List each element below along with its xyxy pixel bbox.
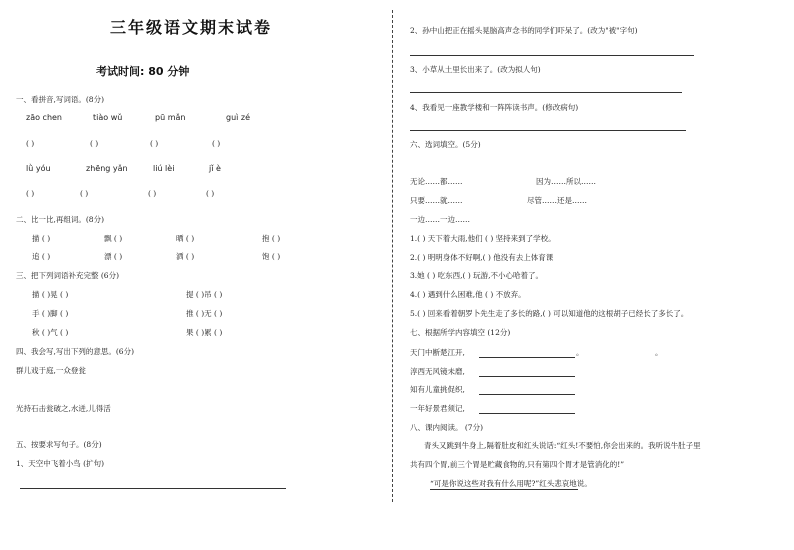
pinyin-6: zhēng yǎn: [86, 164, 128, 173]
answer-blank[interactable]: ( ): [206, 189, 215, 198]
word-pair: 只要……就……: [410, 196, 463, 205]
pinyin-5: lǜ yóu: [26, 164, 51, 173]
q1-heading: 一、看拼音,写词语。(8分): [16, 95, 105, 104]
word-item: 抱 ( ): [262, 234, 281, 243]
idiom-item: 提 ( )吊 ( ): [186, 290, 223, 299]
word-pair: 因为……所以……: [536, 177, 596, 186]
answer-line[interactable]: [479, 413, 575, 414]
answer-blank[interactable]: ( ): [26, 189, 35, 198]
q5-item4: 4、我看见一座教学楼和一阵阵读书声。(修改病句): [410, 103, 579, 112]
q6-sentence-5: 5.( ) 回来看着朝罗卜先生走了多长的路,( ) 可以知道他的这根胡子已经长了多长了。: [410, 309, 689, 318]
answer-line[interactable]: [479, 376, 575, 377]
q6-sentence-4: 4.( ) 遇到什么困难,他 ( ) 不放弃。: [410, 290, 526, 299]
word-item: 飘 ( ): [104, 234, 123, 243]
answer-line[interactable]: [410, 55, 694, 56]
answer-blank[interactable]: ( ): [80, 189, 89, 198]
pinyin-4: guì zé: [226, 113, 251, 122]
q5-item3: 3、小草从土里长出来了。(改为拟人句): [410, 65, 541, 74]
pinyin-8: jǐ è: [209, 164, 221, 173]
q6-sentence-3: 3.她 ( ) 吃东西,( ) 玩游,不小心哈着了。: [410, 271, 544, 280]
answer-blank[interactable]: ( ): [212, 139, 221, 148]
idiom-item: 秋 ( )气 ( ): [32, 328, 69, 337]
reading-underline: [430, 489, 578, 490]
answer-blank[interactable]: ( ): [26, 139, 35, 148]
page-title: 三年级语文期末试卷: [110, 18, 273, 37]
q6-sentence-1: 1.( ) 天下着大雨,他们 ( ) 坚持来到了学校。: [410, 234, 556, 243]
answer-line[interactable]: [20, 488, 286, 489]
answer-line[interactable]: [479, 357, 575, 358]
punct: 。: [655, 348, 663, 357]
idiom-item: 果 ( )累 ( ): [186, 328, 223, 337]
idiom-item: 手 ( )脚 ( ): [32, 309, 69, 318]
exam-time: 考试时间: 80 分钟: [96, 65, 190, 78]
pinyin-3: pū mǎn: [155, 113, 186, 122]
q4-item1: 群儿戏于庭,一众登瓮: [16, 366, 86, 375]
word-pair: 尽管……还是……: [527, 196, 587, 205]
word-item: 饱 ( ): [262, 252, 281, 261]
q4-item2: 光持石击瓮破之,水迸,儿得活: [16, 404, 111, 413]
answer-blank[interactable]: ( ): [150, 139, 159, 148]
answer-blank[interactable]: ( ): [148, 189, 157, 198]
reading-line-1: 青头又跳到牛身上,隔着肚皮和红头说话:“红头!不要怕,你会出来的。我听说牛肚子里: [424, 441, 701, 450]
poem-line: 天门中断楚江开,: [410, 348, 465, 357]
idiom-item: 推 ( )无 ( ): [186, 309, 223, 318]
word-pair: 一边……一边……: [410, 215, 470, 224]
q5-heading: 五、按要求写句子。(8分): [16, 440, 102, 449]
word-item: 洒 ( ): [176, 252, 195, 261]
q7-heading: 七、根据所学内容填空 (12分): [410, 328, 511, 337]
idiom-item: 描 ( )晃 ( ): [32, 290, 69, 299]
poem-line: 淳西无风镜未磨,: [410, 367, 465, 376]
q6-heading: 六、选词填空。(5分): [410, 140, 481, 149]
q2-heading: 二、比一比,再组词。(8分): [16, 215, 105, 224]
q8-heading: 八、课内阅读。 (7分): [410, 423, 484, 432]
word-item: 追 ( ): [32, 252, 51, 261]
poem-line: 知有儿童挑促织,: [410, 385, 465, 394]
q4-heading: 四、我会写,写出下列的意思。(6分): [16, 347, 135, 356]
word-item: 描 ( ): [32, 234, 51, 243]
pinyin-7: liú lèi: [153, 164, 175, 173]
answer-blank[interactable]: ( ): [90, 139, 99, 148]
answer-line[interactable]: [479, 394, 575, 395]
word-item: 漂 ( ): [104, 252, 123, 261]
word-item: 晒 ( ): [176, 234, 195, 243]
q3-heading: 三、把下列词语补充完整 (6分): [16, 271, 120, 280]
reading-line-3: “可是你说这些对我有什么用呢?”红头悲哀地说。: [430, 479, 592, 488]
answer-line[interactable]: [410, 92, 682, 93]
q6-sentence-2: 2.( ) 明明身体不好啊,( ) 他没有去上体育课: [410, 253, 554, 262]
word-pair: 无论……都……: [410, 177, 463, 186]
pinyin-2: tiào wǔ: [93, 113, 123, 122]
poem-line: 一年好景君须记,: [410, 404, 465, 413]
answer-line[interactable]: [410, 130, 686, 131]
reading-line-2: 共有四个胃,前三个胃是贮藏食物的,只有第四个胃才是管消化的!”: [410, 460, 625, 469]
q5-item1: 1、天空中飞着小鸟 (扩句): [16, 459, 105, 468]
q5-item2: 2、孙中山把正在摇头晃脑高声念书的同学们吓呆了。(改为"被"字句): [410, 26, 638, 35]
pinyin-1: zāo chen: [26, 113, 62, 122]
punct: 。: [576, 348, 584, 357]
page-divider: [392, 10, 393, 502]
